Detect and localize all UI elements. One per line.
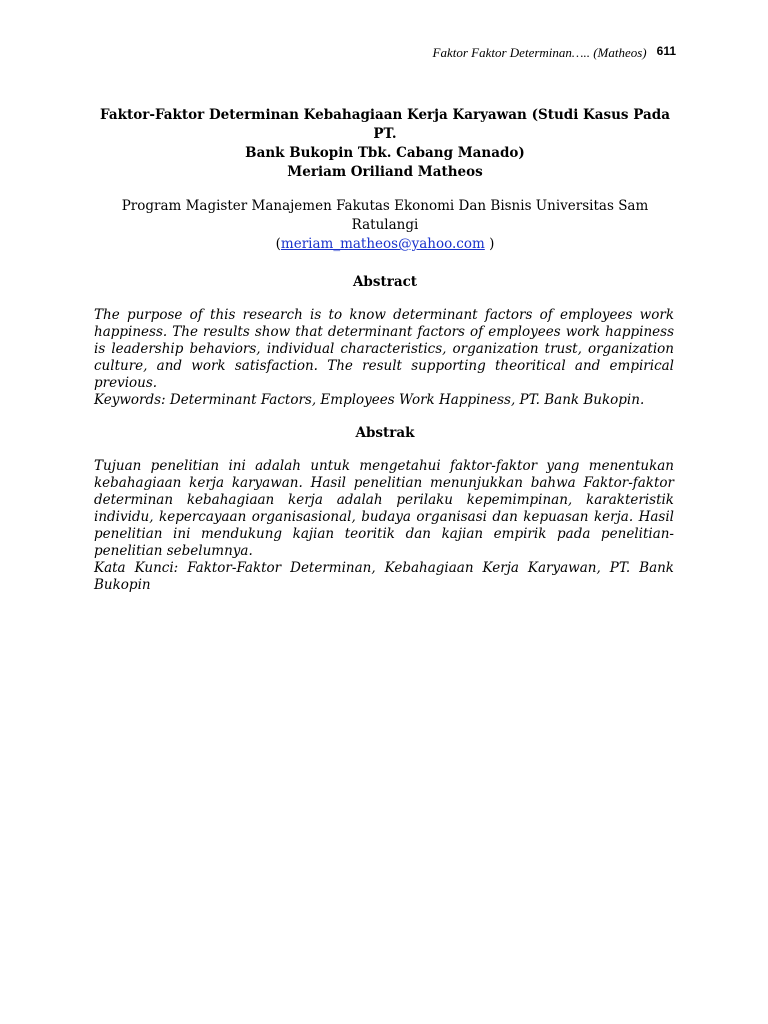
title-line-1: Faktor-Faktor Determinan Kebahagiaan Kerja Karyawan (Studi Kasus Pada PT. bbox=[100, 107, 670, 142]
abstract-keywords: Keywords: Determinant Factors, Employees Work Happiness, PT. Bank Bukopin. bbox=[94, 392, 645, 408]
author-name: Meriam Oriliand Matheos bbox=[287, 164, 483, 180]
title-line-2: Bank Bukopin Tbk. Cabang Manado) bbox=[245, 145, 525, 161]
page-number: 611 bbox=[656, 44, 676, 58]
abstract-section bbox=[94, 307, 674, 409]
paper-title bbox=[96, 106, 674, 163]
abstract-body: The purpose of this research is to know determinant factors of employees work happiness. The results show that determinant factors of employees work happiness is leadership behaviors, individual characteristics, organization trust, organization culture, and work satisfaction. The result supporting theoritical and empirical previous. bbox=[94, 307, 674, 391]
running-head: Faktor Faktor Determinan….. (Matheos) bbox=[432, 45, 647, 60]
affiliation: Program Magister Manajemen Fakutas Ekonomi Dan Bisnis Universitas Sam Ratulangi bbox=[121, 198, 649, 233]
email-close-paren: ) bbox=[484, 236, 495, 252]
abstrak-heading: Abstrak bbox=[355, 425, 415, 441]
abstrak-keywords: Kata Kunci: Faktor-Faktor Determinan, Kebahagiaan Kerja Karyawan, PT. Bank Bukopin bbox=[94, 560, 674, 593]
affiliation-block bbox=[96, 197, 674, 254]
email-open-paren: ( bbox=[275, 236, 281, 252]
abstrak-body: Tujuan penelitian ini adalah untuk mengetahui faktor-faktor yang menentukan kebahagiaan kerja karyawan. Hasil penelitian menunjukkan bahwa Faktor-faktor determinan kebahagiaan kerja adalah perilaku kepemimpinan, karakteristik individu, kepercayaan organisasional, budaya organisasi dan kepuasan kerja. Hasil penelitian ini mendukung kajian teoritik dan kajian empirik pada penelitian-penelitian sebelumnya. bbox=[94, 458, 674, 559]
email-line bbox=[96, 235, 674, 254]
running-header bbox=[0, 44, 676, 62]
abstrak-section bbox=[94, 458, 674, 594]
email-link[interactable]: meriam_matheos@yahoo.com bbox=[280, 236, 485, 252]
abstract-heading: Abstract bbox=[352, 274, 418, 290]
